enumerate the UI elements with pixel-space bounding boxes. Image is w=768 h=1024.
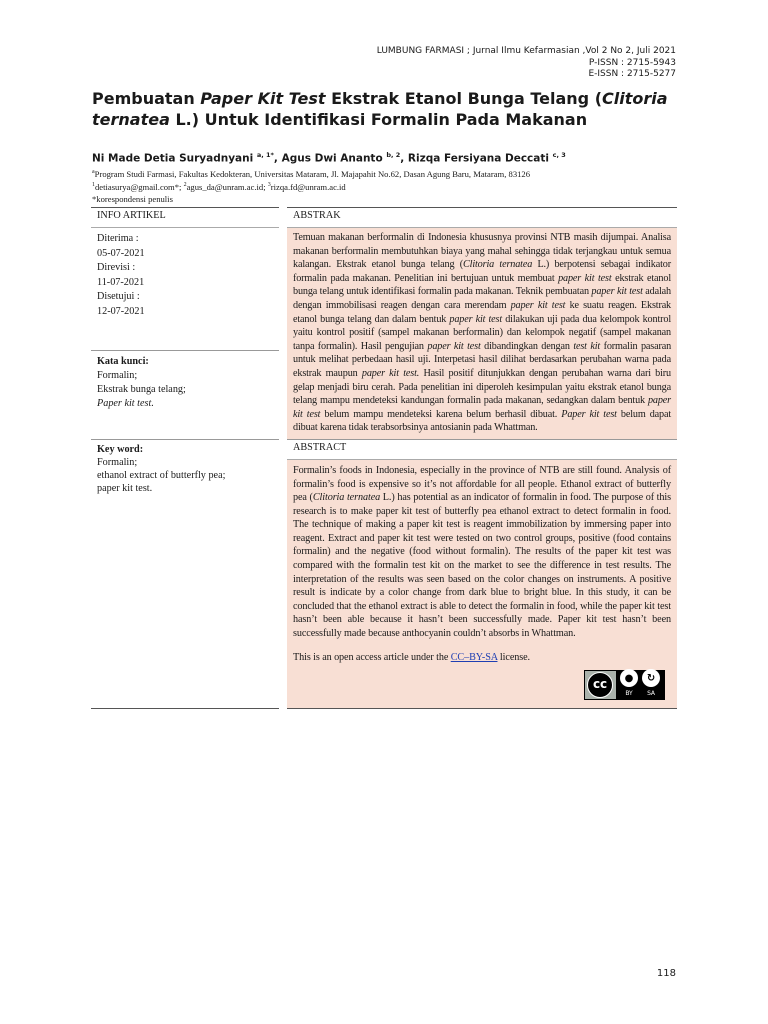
header-row — [91, 208, 677, 228]
affiliations — [92, 167, 530, 205]
abstrak-segment: dibandingkan dengan — [480, 340, 574, 352]
info-artikel-header: INFO ARTIKEL — [91, 208, 279, 228]
abstrak-segment: paper kit test — [449, 313, 503, 325]
kata-kunci-block — [91, 350, 279, 415]
article-info-table — [91, 207, 677, 709]
diterima-date: 05-07-2021 — [97, 247, 145, 259]
license-text: license. — [497, 651, 530, 663]
abstrak-segment: paper kit test — [558, 272, 612, 284]
abstrak-segment: ke suatu reagen. Ekstrak etanol bunga telang dan dalam bentuk — [293, 299, 672, 325]
license-link[interactable]: CC–BY-SA — [450, 651, 498, 663]
cc-attributes — [616, 671, 664, 699]
abstrak-segment: Clitoria ternatea — [463, 259, 533, 271]
abstrak-segment: paper kit test — [510, 299, 566, 311]
email-sup: 2 — [183, 182, 187, 189]
cc-badge-row — [293, 664, 671, 704]
abstract-header: ABSTRACT — [287, 439, 677, 459]
keyword-block — [91, 439, 279, 708]
by-label: BY — [625, 690, 633, 698]
keyword-item: ethanol extract of butterfly pea; — [97, 469, 226, 481]
abstrak-segment: Hasil positif ditunjukkan dengan perubahan warna dari biru gelap menjadi biru cerah. Pada penelitian ini diperoleh kesimpulan yaitu ekstrak etanol bunga telang mampu mendeteksi kandungan formalin pada makanan, sedangkan dalam bentuk — [293, 367, 671, 407]
sa-label: SA — [647, 690, 655, 698]
keyword-item: Formalin; — [97, 456, 138, 468]
title-part: Paper Kit Test — [200, 89, 326, 108]
abstract-segment: Clitoria ternatea — [312, 492, 381, 504]
license-text: This is an open access article under the — [293, 651, 451, 663]
column-gap — [279, 208, 287, 228]
kata-kunci-item: Paper kit test. — [97, 398, 154, 409]
abstrak-header: ABSTRAK — [287, 208, 677, 228]
abstract-segment: Formalin’s foods in Indonesia, especially in the province of NTB are still found. Analysis of formalin’s food is expensive so it’s not affordable for all people. Ethanol extract of butterfly pea ( — [293, 464, 671, 504]
abstrak-segment: formalin pasaran untuk melihat perbedaan hasil uji. Interpetasi hasil dilihat berdasarkan perubahan warna pada ekstrak maupun — [293, 340, 672, 379]
abstrak-segment: L.) berpotensi sebagai indikator formalin pada makanan. Penelitian ini bertujuan untuk membuat — [293, 259, 671, 284]
direvisi-date: 11-07-2021 — [97, 276, 145, 288]
abstrak-segment: dilakukan uji pada dua kelompok kontrol yaitu kontrol positif (sampel makanan berformalin) dan kelompok negatif (sampel makanan tanpa formalin). Hasil pengujian — [293, 313, 671, 352]
abstrak-segment: belum dapat dibuat karena tidak terabsorbsinya antosianin pada Whattman. — [293, 408, 671, 434]
author-name: Rizqa Fersiyana Deccati — [407, 152, 549, 165]
abstrak-segment: paper kit test — [427, 340, 481, 352]
email-2: agus_da@unram.ac.id; — [186, 182, 268, 193]
title-part: Ekstrak Etanol Bunga Telang ( — [325, 89, 603, 108]
disetujui-date: 12-07-2021 — [97, 305, 145, 317]
kata-kunci-label: Kata kunci: — [97, 356, 149, 367]
abstract-text — [293, 464, 671, 641]
email-sup: 3 — [267, 182, 271, 189]
abstrak-segment: adalah dengan immobilisasi reagen dengan cara merendam — [293, 286, 671, 311]
info-column — [91, 228, 279, 440]
sa-attribute — [642, 669, 660, 701]
cc-by-sa-badge[interactable] — [584, 670, 665, 700]
column-gap — [279, 228, 287, 440]
page-number: 118 — [656, 968, 676, 979]
by-attribute — [620, 669, 638, 701]
license-line — [293, 651, 671, 665]
author-sup: c, 3 — [552, 151, 566, 159]
journal-header — [377, 46, 676, 81]
e-issn: E-ISSN : 2715-5277 — [588, 69, 676, 79]
abstrak-segment: paper kit test — [293, 395, 671, 420]
abstrak-segment: Temuan makanan berformalin di Indonesia khususnya provinsi NTB masih dijumpai. Analisa makanan berformalin membutuhkan biaya yang mahal sehingga tidak terjangkau untuk semua kalangan. Ekstrak etanol bunga telang ( — [293, 232, 671, 271]
diterima-label: Diterima : — [97, 233, 139, 244]
abstrak-segment: belum mampu mendeteksi karena belum berhasil dibuat. — [320, 408, 562, 420]
affiliation-sup: a — [92, 169, 95, 175]
journal-name: LUMBUNG FARMASI ; Jurnal Ilmu Kefarmasian ,Vol 2 No 2, Juli 2021 — [376, 46, 676, 56]
kata-kunci-item: Ekstrak bunga telang; — [97, 384, 186, 395]
affiliation-text: Program Studi Farmasi, Fakultas Kedokteran, Universitas Mataram, Jl. Majapahit No.62, Dasan Agung Baru, Mataram, 83126 — [94, 168, 531, 179]
abstrak-row — [91, 228, 677, 440]
keyword-label: Key word: — [97, 443, 144, 455]
email-sup: 1 — [92, 182, 95, 189]
disetujui-label: Disetujui : — [97, 291, 140, 302]
abstrak-segment: paper kit test. — [361, 367, 420, 379]
keyword-item: paper kit test. — [97, 482, 153, 494]
p-issn: P-ISSN : 2715-5943 — [588, 57, 676, 68]
abstract-cell — [287, 459, 677, 708]
email-line — [92, 180, 530, 193]
abstrak-segment: ekstrak etanol bunga telang untuk identifikasi formalin pada makanan. Teknik pembuatan — [293, 272, 671, 298]
cc-icon: cc — [587, 672, 613, 698]
email-1: detiasurya@gmail.com*; — [95, 182, 184, 193]
abstract-header-row — [91, 439, 677, 459]
title-part: L.) Untuk Identifikasi Formalin Pada Makanan — [169, 110, 588, 129]
email-3: rizqa.fd@unram.ac.id — [270, 182, 346, 193]
abstrak-text — [287, 228, 677, 440]
corresponding-note: *korespondensi penulis — [92, 193, 173, 204]
share-alike-icon: ↻ — [642, 669, 660, 687]
article-title — [92, 88, 682, 130]
author-sup: b, 2 — [386, 151, 401, 159]
abstract-segment: L.) has potential as an indicator of formalin in food. The purpose of this research is to make paper kit test of butterfly pea ethanol extract to detect formalin in food. The technique of making a paper kit test is reagent immobilization by immersing paper into reagent. Extract and paper kit test were tested on two control groups, positive (food contains formalin) and the negative (food without formalin). The results of the paper kit test was compared with the formalin test kit on the market to see the difference in test results. The interpretation of the results was seen based on the color changes on instruments. A positive result is indicate by a color change from dark blue to bright blue. In this study, it can be concluded that the ethanol extract is able to detect the formalin in food, while the paper kit test hasn’t been able because it hasn’t been successfully made. Paper kit test hasn’t been successfully made because anthocyanin couldn’t absorbs in Whattman. — [293, 492, 671, 640]
article-dates — [91, 228, 279, 350]
by-person-icon: ● — [620, 669, 638, 687]
direvisi-label: Direvisi : — [97, 262, 136, 273]
kata-kunci-item: Formalin; — [97, 370, 138, 381]
affiliation-line — [92, 167, 530, 180]
title-part: Pembuatan — [92, 89, 201, 108]
abstrak-segment: Paper kit test — [561, 408, 617, 420]
abstrak-segment: paper kit test — [591, 286, 643, 298]
abstrak-segment: test kit — [573, 340, 601, 352]
author-sup: a, 1* — [256, 151, 274, 159]
column-gap — [279, 439, 287, 708]
author-list: Ni Made Detia Suryadnyani $^{a, 1*}$, Agus Dwi Ananto $^{b, 2}$, Rizqa Fersiyana Deccati $^{c, 3}$ — [92, 151, 566, 165]
author-name: Agus Dwi Ananto — [281, 152, 383, 165]
author-name: Ni Made Detia Suryadnyani — [92, 152, 254, 165]
title-part: Clitoria ternatea — [92, 89, 668, 129]
